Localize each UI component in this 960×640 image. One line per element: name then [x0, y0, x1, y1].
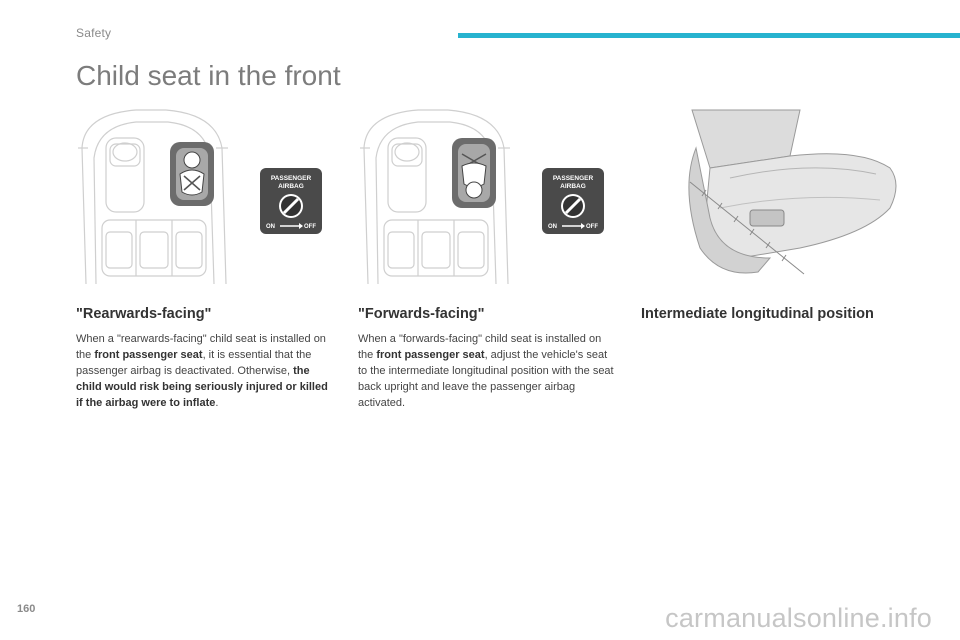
- page-title: Child seat in the front: [76, 60, 341, 91]
- rearwards-facing-section: [76, 306, 332, 411]
- airbag-badge-line2: AIRBAG: [278, 183, 304, 190]
- airbag-badge-off: OFF: [304, 224, 316, 230]
- seat-position-illustration: [640, 108, 910, 284]
- header-accent-bar: [458, 33, 960, 38]
- page-number: 160: [17, 603, 36, 615]
- airbag-badge-line2: AIRBAG: [560, 183, 586, 190]
- forwards-facing-illustration: [358, 108, 608, 284]
- forwards-facing-heading: "Forwards-facing": [358, 306, 485, 322]
- airbag-badge-line1: PASSENGER: [552, 175, 594, 182]
- intermediate-position-heading: Intermediate longitudinal position: [641, 306, 874, 322]
- child-seat-rear-icon: [170, 142, 214, 206]
- airbag-badge-line1: PASSENGER: [270, 175, 312, 182]
- seat-adjust-lever-icon: [750, 210, 784, 226]
- watermark: carmanualsonline.info: [665, 603, 932, 633]
- airbag-badge-on: ON: [548, 224, 557, 230]
- rearwards-facing-illustration: [76, 108, 326, 284]
- airbag-badge-on: ON: [266, 224, 275, 230]
- airbag-badge-off: OFF: [586, 224, 598, 230]
- rearwards-facing-text: When a "rearwards-facing" child seat is installed on the front passenger seat, it is essential that the passenger airbag is deactivated. Otherwise, the child would risk being seriously injured or killed if the airbag were to inflate.: [76, 333, 328, 409]
- forwards-facing-text: When a "forwards-facing" child seat is installed on the front passenger seat, adjust the vehicle's seat to the intermediate longitudinal position with the seat back upright and leave the passenger airbag activated.: [358, 333, 614, 409]
- section-label: Safety: [76, 26, 112, 40]
- passenger-airbag-off-icon: [260, 168, 322, 234]
- forwards-facing-section: [358, 306, 614, 411]
- rearwards-facing-heading: "Rearwards-facing": [76, 306, 212, 322]
- child-seat-forward-icon: [452, 138, 496, 208]
- passenger-airbag-off-icon: [542, 168, 604, 234]
- intermediate-position-section: [641, 306, 897, 331]
